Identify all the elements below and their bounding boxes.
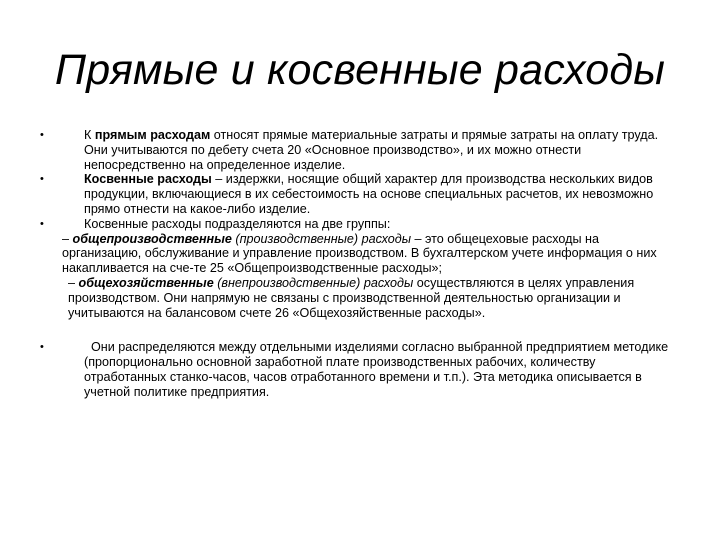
bullet-text-pre: К (84, 128, 95, 142)
bullet-item-direct-costs (40, 128, 680, 172)
slide-title: Прямые и косвенные расходы (54, 46, 666, 94)
group-dash: – (62, 231, 73, 246)
group-dash: – (68, 275, 79, 290)
bullet-icon: • (40, 217, 44, 230)
group-item-general (40, 276, 680, 320)
bullet-icon: • (40, 173, 44, 186)
bullet-item-distribution (40, 340, 680, 399)
group-term: общепроизводственные (72, 231, 232, 246)
bullet-icon: • (40, 129, 44, 141)
bullet-text-bold: Косвенные расходы (84, 172, 212, 187)
bullet-text: Они распределяются между отдельными изделиями согласно выбранной предприятием методике (пропорционально основной заработной плате производственных рабочих, количеству отработанных станко-часов, часов отработанного времени и т.п.). Эта методика описывается в учетной политике предприятия. (84, 340, 672, 399)
bullet-list (40, 128, 680, 400)
bullet-text-post: – издержки, носящие общий характер для производства нескольких видов продукции, включающиеся в их себестоимость на основе специальных расчетов, их невозможно прямо отнести на какое-либо изделие. (84, 172, 654, 216)
group-term-note: (производственные) расходы (231, 231, 412, 246)
group-text: – это общецеховые расходы на организацию, обслуживание и управление производством. В бухгалтерском учете информация о них накапливается на сче-те 25 «Общепроизводственные расходы»; (62, 231, 657, 276)
bullet-item-indirect-costs (40, 172, 680, 216)
group-text: осуществляются в целях управления производством. Они напрямую не связаны с производственной деятельностью организации и учитываются на балансовом счете 26 «Общехозяйственные расходы». (68, 275, 635, 320)
group-term: общехозяйственные (78, 275, 214, 290)
bullet-text-post: относят прямые материальные затраты и прямые затраты на оплату труда. Они учитываются по дебету счета 20 «Основное производство», и их можно отнести непосредственно на определенное изделие. (84, 128, 659, 172)
bullet-text: Косвенные расходы подразделяются на две группы: (84, 216, 391, 231)
bullet-text-bold: прямым расходам (94, 128, 211, 142)
bullet-item-groups (40, 217, 680, 232)
bullet-icon: • (40, 341, 44, 354)
group-item-overhead (40, 232, 680, 276)
group-term-note: (внепроизводственные) расходы (213, 275, 414, 290)
